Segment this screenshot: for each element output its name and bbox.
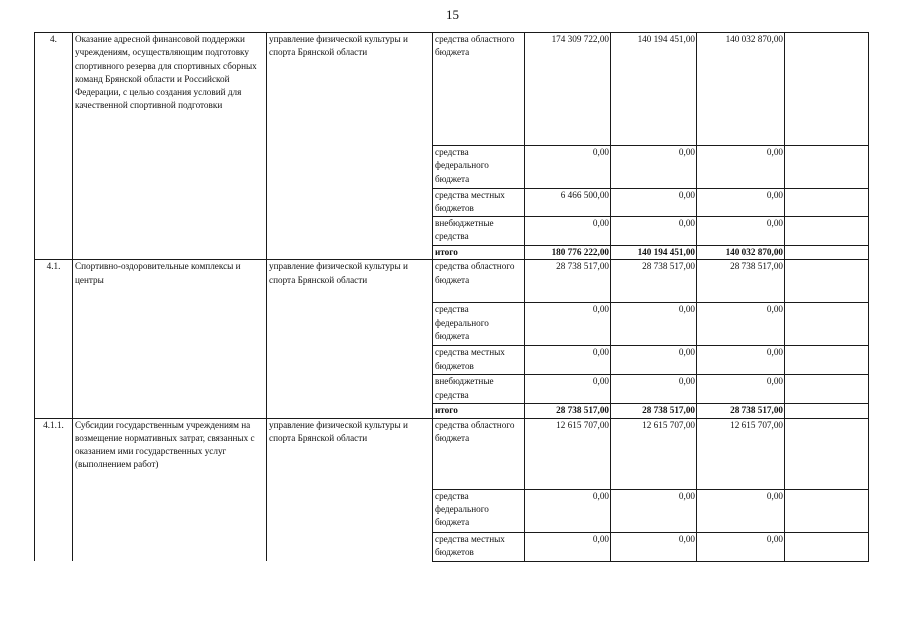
amount-year-2: 28 738 517,00	[611, 260, 697, 303]
amount-year-1: 0,00	[525, 346, 611, 375]
funding-source: внебюджетные средства	[433, 375, 525, 404]
budget-table	[34, 32, 869, 562]
section-executor: управление физической культуры и спорта Брянской области	[267, 260, 433, 418]
amount-year-1: 12 615 707,00	[525, 418, 611, 489]
total-year-2: 140 194 451,00	[611, 246, 697, 260]
empty-cell	[785, 260, 869, 303]
table-row	[35, 33, 869, 146]
amount-year-3: 0,00	[697, 189, 785, 217]
empty-cell	[785, 532, 869, 561]
empty-cell	[785, 146, 869, 189]
amount-year-1: 6 466 500,00	[525, 189, 611, 217]
table-row	[35, 260, 869, 303]
funding-source: средства федерального бюджета	[433, 303, 525, 346]
amount-year-2: 0,00	[611, 489, 697, 532]
section-code: 4.	[35, 33, 73, 260]
amount-year-3: 0,00	[697, 532, 785, 561]
amount-year-2: 0,00	[611, 217, 697, 246]
amount-year-1: 0,00	[525, 303, 611, 346]
empty-cell	[785, 33, 869, 146]
funding-source: средства областного бюджета	[433, 260, 525, 303]
amount-year-3: 0,00	[697, 303, 785, 346]
empty-cell	[785, 217, 869, 246]
empty-cell	[785, 303, 869, 346]
funding-source: средства местных бюджетов	[433, 532, 525, 561]
amount-year-2: 0,00	[611, 346, 697, 375]
empty-cell	[785, 404, 869, 418]
empty-cell	[785, 246, 869, 260]
funding-source: средства местных бюджетов	[433, 346, 525, 375]
empty-cell	[785, 375, 869, 404]
section-title: Субсидии государственным учреждениям на возмещение нормативных затрат, связанных с оказанием ими государственных услуг (выполнением работ)	[73, 418, 267, 561]
amount-year-2: 0,00	[611, 532, 697, 561]
amount-year-3: 0,00	[697, 217, 785, 246]
amount-year-3: 0,00	[697, 375, 785, 404]
amount-year-3: 12 615 707,00	[697, 418, 785, 489]
funding-source: средства областного бюджета	[433, 33, 525, 146]
funding-source: средства областного бюджета	[433, 418, 525, 489]
empty-cell	[785, 346, 869, 375]
empty-cell	[785, 489, 869, 532]
funding-source: средства федерального бюджета	[433, 146, 525, 189]
section-code: 4.1.	[35, 260, 73, 418]
empty-cell	[785, 418, 869, 489]
total-year-2: 28 738 517,00	[611, 404, 697, 418]
section-title: Оказание адресной финансовой поддержки учреждениям, осуществляющим подготовку спортивного резерва для спортивных сборных команд Брянской области и Российской Федерации, с целью создания условий для качественной спортивной подготовки	[73, 33, 267, 260]
total-year-1: 28 738 517,00	[525, 404, 611, 418]
total-year-1: 180 776 222,00	[525, 246, 611, 260]
amount-year-1: 0,00	[525, 489, 611, 532]
section-title: Спортивно-оздоровительные комплексы и центры	[73, 260, 267, 418]
section-executor: управление физической культуры и спорта Брянской области	[267, 418, 433, 561]
total-year-3: 140 032 870,00	[697, 246, 785, 260]
amount-year-2: 0,00	[611, 375, 697, 404]
amount-year-1: 0,00	[525, 217, 611, 246]
amount-year-3: 0,00	[697, 146, 785, 189]
amount-year-3: 140 032 870,00	[697, 33, 785, 146]
funding-source: внебюджетные средства	[433, 217, 525, 246]
amount-year-2: 0,00	[611, 189, 697, 217]
funding-source-total: итого	[433, 246, 525, 260]
total-year-3: 28 738 517,00	[697, 404, 785, 418]
amount-year-1: 0,00	[525, 375, 611, 404]
funding-source-total: итого	[433, 404, 525, 418]
amount-year-2: 140 194 451,00	[611, 33, 697, 146]
table-row	[35, 418, 869, 489]
amount-year-1: 28 738 517,00	[525, 260, 611, 303]
funding-source: средства федерального бюджета	[433, 489, 525, 532]
amount-year-2: 0,00	[611, 146, 697, 189]
amount-year-3: 0,00	[697, 489, 785, 532]
section-executor: управление физической культуры и спорта Брянской области	[267, 33, 433, 260]
section-code: 4.1.1.	[35, 418, 73, 561]
amount-year-2: 0,00	[611, 303, 697, 346]
amount-year-1: 0,00	[525, 146, 611, 189]
amount-year-1: 0,00	[525, 532, 611, 561]
amount-year-1: 174 309 722,00	[525, 33, 611, 146]
funding-source: средства местных бюджетов	[433, 189, 525, 217]
empty-cell	[785, 189, 869, 217]
amount-year-3: 28 738 517,00	[697, 260, 785, 303]
amount-year-2: 12 615 707,00	[611, 418, 697, 489]
page-number: 15	[446, 7, 459, 22]
amount-year-3: 0,00	[697, 346, 785, 375]
table-body	[35, 33, 869, 562]
